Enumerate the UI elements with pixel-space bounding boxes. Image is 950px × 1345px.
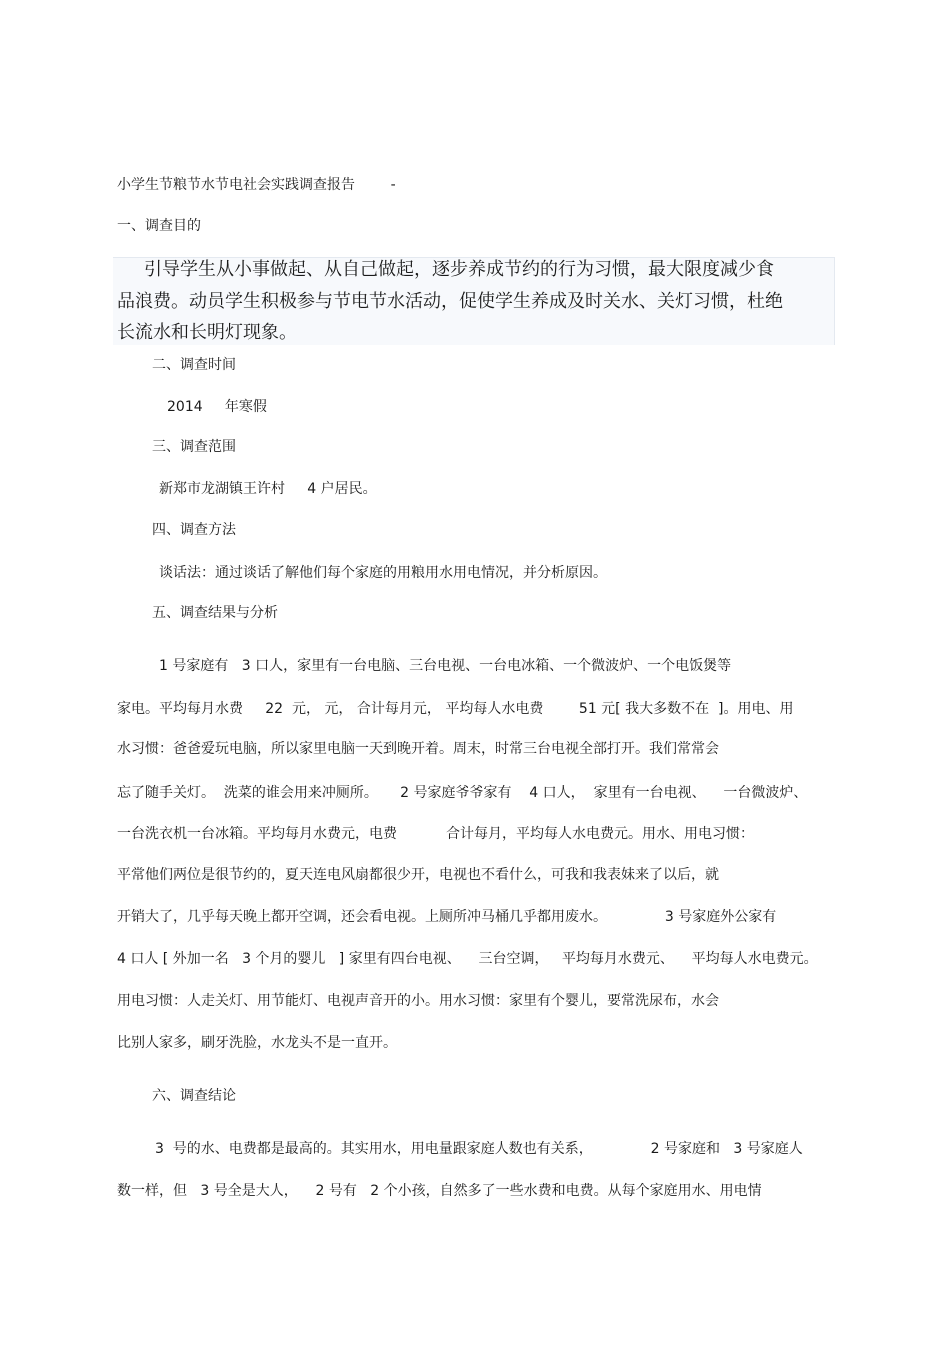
results-line-8: 4 口人 [ 外加一名 3 个月的婴儿 ] 家里有四台电视、 三台空调， 平均每月水费元、 平均每人水电费元。 xyxy=(117,951,818,967)
section-heading-conclusion: 六、调查结论 xyxy=(152,1088,236,1104)
purpose-line-3: 长流水和长明灯现象。 xyxy=(117,322,297,343)
conclusion-line-1: 3 号的水、电费都是最高的。其实用水，用电量跟家庭人数也有关系， 2 号家庭和 3 号家庭人 xyxy=(155,1141,803,1157)
section-heading-purpose: 一、调查目的 xyxy=(117,218,201,234)
section-heading-scope: 三、调查范围 xyxy=(152,439,236,455)
purpose-line-1: 引导学生从小事做起、从自己做起，逐步养成节约的行为习惯，最大限度减少食 xyxy=(144,259,774,280)
section-heading-method: 四、调查方法 xyxy=(152,522,236,538)
survey-time: 2014 年寒假 xyxy=(167,399,267,415)
results-line-4: 忘了随手关灯。 洗菜的谁会用来冲厕所。 2 号家庭爷爷家有 4 口人， 家里有一台电视、 一台微波炉、 xyxy=(117,785,808,801)
results-line-5: 一台洗衣机一台冰箱。平均每月水费元，电费 合计每月，平均每人水电费元。用水、用电习惯： xyxy=(117,826,754,842)
results-line-10: 比别人家多，刷牙洗脸，水龙头不是一直开。 xyxy=(117,1035,397,1051)
results-line-6: 平常他们两位是很节约的，夏天连电风扇都很少开，电视也不看什么，可我和我表妹来了以后，就 xyxy=(117,867,719,883)
survey-method: 谈话法：通过谈话了解他们每个家庭的用粮用水用电情况，并分析原因。 xyxy=(159,565,607,581)
results-line-2: 家电。平均每月水费 22 元， 元， 合计每月元， 平均每人水电费 51 元[ 我大多数不在 ]。用电、用 xyxy=(117,701,794,717)
results-line-3: 水习惯：爸爸爱玩电脑，所以家里电脑一天到晚开着。周末，时常三台电视全部打开。我们常常会 xyxy=(117,741,719,757)
results-line-9: 用电习惯：人走关灯、用节能灯、电视声音开的小。用水习惯：家里有个婴儿，要常洗尿布，水会 xyxy=(117,993,719,1009)
survey-scope: 新郑市龙湖镇王许村 4 户居民。 xyxy=(159,481,377,497)
section-heading-time: 二、调查时间 xyxy=(152,357,236,373)
section-heading-results: 五、调查结果与分析 xyxy=(152,605,278,621)
purpose-line-2: 品浪费。动员学生积极参与节电节水活动，促使学生养成及时关水、关灯习惯，杜绝 xyxy=(117,291,783,312)
conclusion-line-2: 数一样，但 3 号全是大人， 2 号有 2 个小孩，自然多了一些水费和电费。从每个家庭用水、用电情 xyxy=(117,1183,762,1199)
results-line-1: 1 号家庭有 3 口人，家里有一台电脑、三台电视、一台电冰箱、一个微波炉、一个电饭煲等 xyxy=(159,658,732,674)
document-title: 小学生节粮节水节电社会实践调查报告 - xyxy=(117,177,396,193)
results-line-7: 开销大了，几乎每天晚上都开空调，还会看电视。上厕所冲马桶几乎都用废水。 3 号家庭外公家有 xyxy=(117,909,777,925)
